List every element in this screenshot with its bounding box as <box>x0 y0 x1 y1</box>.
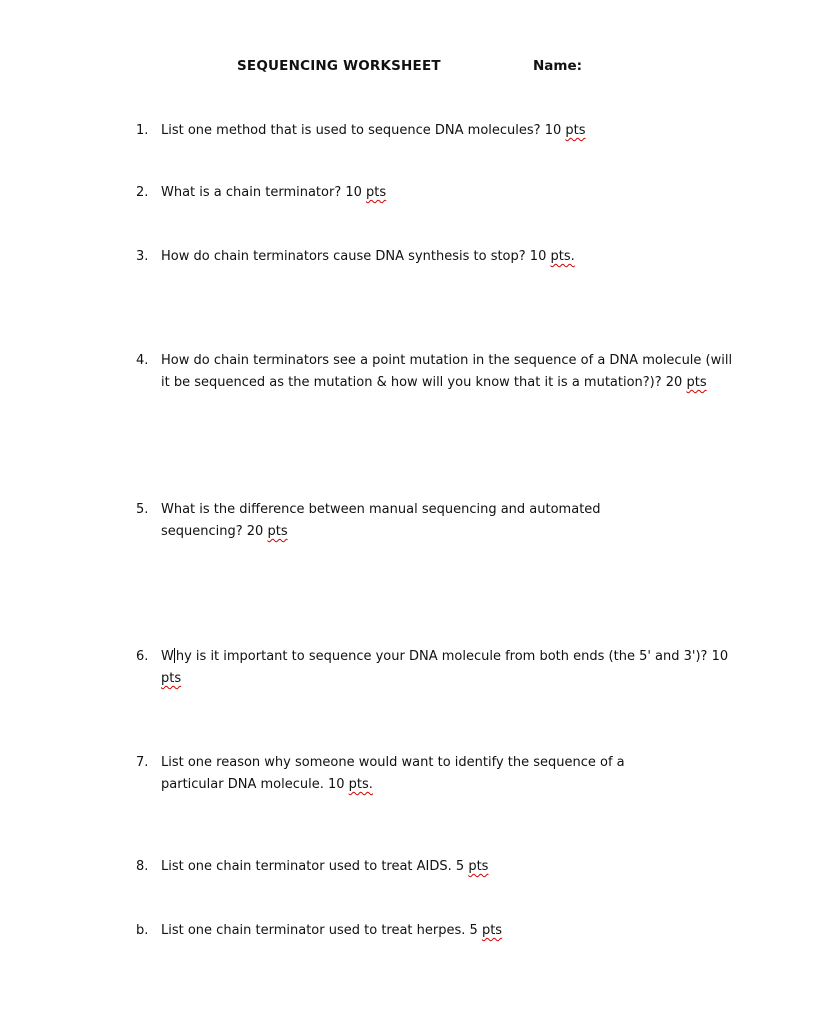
page-title: SEQUENCING WORKSHEET <box>237 58 441 74</box>
question-8 <box>136 856 736 878</box>
question-text: List one chain terminator used to treat herpes. 5 pts <box>161 923 503 938</box>
question-text: What is the difference between manual sequencing and automated sequencing? 20 pts <box>161 502 601 539</box>
points-word: pts <box>366 185 387 200</box>
question-number: 4. <box>136 353 149 368</box>
worksheet-header <box>0 58 815 78</box>
question-number: 1. <box>136 123 149 138</box>
question-text: How do chain terminators cause DNA synthesis to stop? 10 pts. <box>161 249 575 264</box>
question-text: How do chain terminators see a point mutation in the sequence of a DNA molecule (will it be sequenced as the mutation & how will you know that it is a mutation?)? 20 pts <box>161 353 733 390</box>
question-text: List one chain terminator used to treat AIDS. 5 pts <box>161 859 489 874</box>
question-text: List one method that is used to sequence DNA molecules? 10 pts <box>161 123 586 138</box>
points-word: pts <box>161 671 182 686</box>
points-word: pts <box>267 524 288 539</box>
question-3 <box>136 246 736 268</box>
question-b <box>136 920 736 942</box>
question-1 <box>136 120 736 142</box>
question-text: List one reason why someone would want to identify the sequence of a particular DNA molecule. 10 pts. <box>161 755 625 792</box>
question-text: What is a chain terminator? 10 pts <box>161 185 387 200</box>
name-label: Name: <box>533 58 583 74</box>
question-number: 6. <box>136 649 149 664</box>
points-word: pts <box>686 375 707 390</box>
question-6 <box>136 646 736 690</box>
points-word: pts <box>468 859 489 874</box>
question-number: 2. <box>136 185 149 200</box>
question-7 <box>136 752 736 796</box>
points-word: pts. <box>550 249 575 264</box>
question-number: 5. <box>136 502 149 517</box>
question-number: 7. <box>136 755 149 770</box>
question-5 <box>136 499 736 543</box>
question-4 <box>136 350 736 394</box>
question-number: b. <box>136 923 149 938</box>
question-text: W hy is it important to sequence your DNA molecule from both ends (the 5' and 3')? 10 pts <box>161 649 729 686</box>
points-word: pts <box>565 123 586 138</box>
points-word: pts. <box>348 777 373 792</box>
question-number: 3. <box>136 249 149 264</box>
question-2 <box>136 182 736 204</box>
points-word: pts <box>481 923 503 938</box>
question-number: 8. <box>136 859 149 874</box>
